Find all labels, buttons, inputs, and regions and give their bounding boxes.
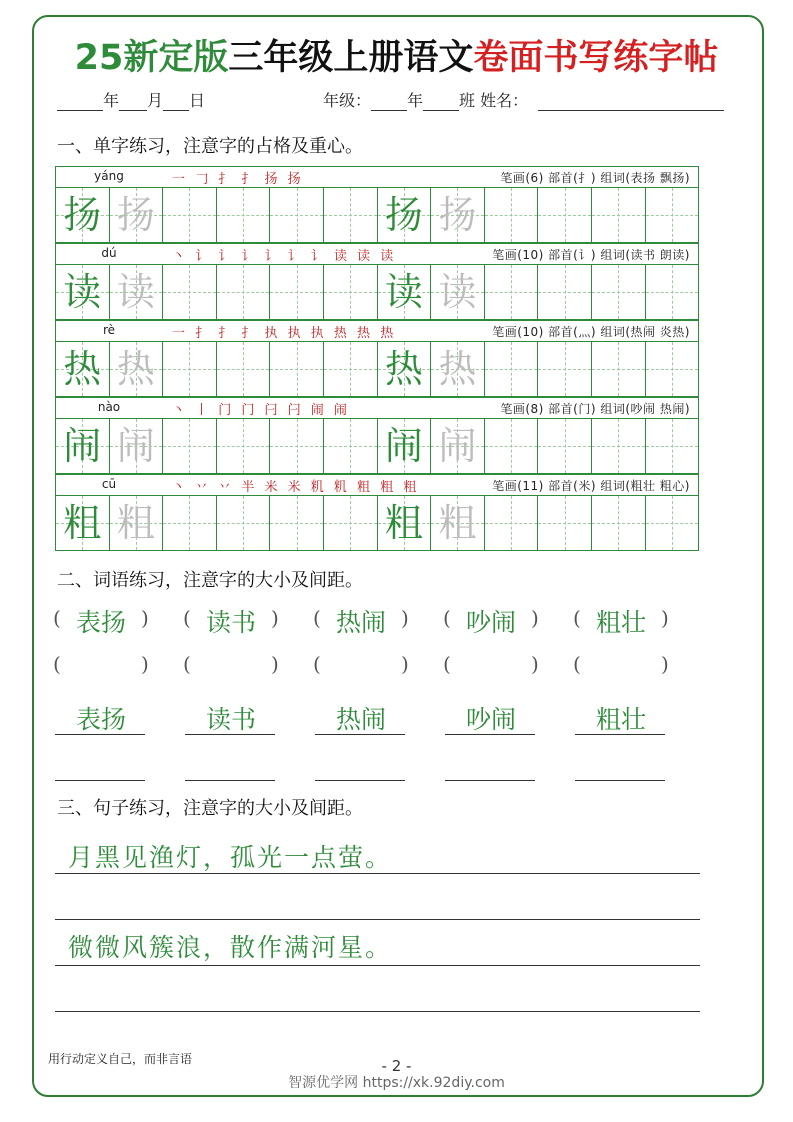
grade-year-label: 年 [407,91,424,110]
tian-grid-cell[interactable] [163,342,217,397]
tian-grid-cell[interactable] [217,496,271,551]
watermark: 智源优学网 https://xk.92diy.com [288,1075,505,1091]
title-part1: 25新定版 [74,38,229,78]
paren-right: ) [531,606,539,630]
write-line[interactable] [445,780,535,781]
pinyin: dú [101,246,117,260]
tian-grid-cell[interactable] [646,419,700,474]
student-fields [323,88,724,111]
tian-grid-cell[interactable] [592,342,646,397]
date-fields [57,88,205,111]
stroke-order: 一 扌 扌 扌 执 执 执 热 热 热 [172,326,397,341]
tian-grid-cell[interactable] [431,188,485,243]
blank-paren-left: ( [443,652,451,676]
trace-char: 读 [116,270,155,314]
char-header-row [55,320,699,342]
tian-grid-cell[interactable] [431,419,485,474]
paren-left: ( [313,606,321,630]
tian-grid-cell[interactable] [592,496,646,551]
tian-grid-cell[interactable] [378,419,432,474]
trace-char: 粗 [116,501,155,545]
paren-right: ) [271,606,279,630]
model-char: 热 [63,347,102,391]
write-line[interactable] [575,780,665,781]
tian-grid-cell[interactable] [217,188,271,243]
trace-char: 粗 [438,501,477,545]
paren-left: ( [443,606,451,630]
tian-grid-cell[interactable] [646,188,700,243]
tian-grid-cell[interactable] [110,342,164,397]
tian-grid-cell[interactable] [324,188,378,243]
tian-grid-cell[interactable] [324,265,378,320]
model-char: 扬 [384,193,423,237]
tian-grid-cell[interactable] [431,265,485,320]
char-practice-row [55,188,699,243]
month-blank[interactable] [119,94,147,111]
tian-grid-cell[interactable] [270,342,324,397]
tian-grid-cell[interactable] [56,419,110,474]
stroke-order: 丶 丷 丷 半 米 米 籶 籶 粗 粗 粗 [172,480,420,495]
pinyin: yáng [94,169,124,183]
paren-right: ) [401,606,409,630]
char-meta: 笔画(6) 部首(扌) 组词(表扬 飘扬) [500,171,690,185]
paren-left: ( [573,606,581,630]
tian-grid-cell[interactable] [378,265,432,320]
trace-char: 闹 [116,424,155,468]
pinyin: cū [101,477,117,491]
tian-grid-cell[interactable] [592,188,646,243]
write-line[interactable] [185,780,275,781]
pinyin: rè [102,323,116,337]
grade-blank[interactable] [371,94,407,111]
tian-grid-cell[interactable] [592,419,646,474]
page-title [0,30,793,80]
word-model: 表扬 [75,608,126,637]
model-char: 闹 [384,424,423,468]
year-blank[interactable] [57,94,103,111]
tian-grid-cell[interactable] [378,188,432,243]
tian-grid-cell[interactable] [485,265,539,320]
footer-quote: 用行动定义自己，而非言语 [48,1052,193,1066]
word-copy: 表扬 [75,705,126,734]
pinyin: nào [97,400,121,414]
char-meta: 笔画(10) 部首(灬) 组词(热闹 炎热) [492,325,690,339]
tian-grid-cell[interactable] [110,188,164,243]
tian-grid-cell[interactable] [485,496,539,551]
tian-grid-cell[interactable] [485,188,539,243]
blank-paren-left: ( [53,652,61,676]
tian-grid-cell[interactable] [378,342,432,397]
tian-grid-cell[interactable] [217,419,271,474]
grade-label: 年级： [323,91,372,110]
write-line[interactable] [185,734,275,735]
char-practice-row [55,342,699,397]
trace-char: 扬 [438,193,477,237]
word-copy: 粗壮 [595,705,646,734]
tian-grid-cell[interactable] [646,342,700,397]
blank-paren-right: ) [531,652,539,676]
tian-grid-cell[interactable] [270,496,324,551]
word-copy: 热闹 [335,705,386,734]
paren-right: ) [661,606,669,630]
word-model: 粗壮 [595,608,646,637]
char-practice-row [55,265,699,320]
page-number: - 2 - [381,1057,412,1075]
title-part3: 卷面书写练字帖 [473,38,719,78]
tian-grid-cell[interactable] [270,188,324,243]
tian-grid-cell[interactable] [538,342,592,397]
section1-heading: 一、单字练习，注意字的占格及重心。 [57,136,363,157]
sentence-line[interactable] [55,919,700,920]
class-blank[interactable] [423,94,459,111]
word-model: 吵闹 [465,608,516,637]
tian-grid-cell[interactable] [538,496,592,551]
char-meta: 笔画(8) 部首(门) 组词(吵闹 热闹) [500,402,690,416]
word-copy: 读书 [205,705,256,734]
write-line[interactable] [575,734,665,735]
write-line[interactable] [55,780,145,781]
paren-left: ( [183,606,191,630]
model-char: 闹 [63,424,102,468]
tian-grid-cell[interactable] [163,496,217,551]
stroke-order: 丶 讠 讠 讠 讠 讠 讠 读 读 读 [172,249,397,264]
sentence-line[interactable] [55,1011,700,1012]
tian-grid-cell[interactable] [538,265,592,320]
model-char: 粗 [384,501,423,545]
tian-grid-cell[interactable] [163,188,217,243]
char-practice-row [55,496,699,551]
write-line[interactable] [55,734,145,735]
tian-grid-cell[interactable] [56,265,110,320]
blank-paren-right: ) [271,652,279,676]
tian-grid-cell[interactable] [646,265,700,320]
tian-grid-cell[interactable] [270,419,324,474]
stroke-order: 丶 丨 门 门 闩 闩 闹 闹 [172,403,350,418]
tian-grid-cell[interactable] [163,265,217,320]
char-header-row [55,474,699,496]
tian-grid-cell[interactable] [324,342,378,397]
word-model: 热闹 [335,608,386,637]
tian-grid-cell[interactable] [378,496,432,551]
section2-heading: 二、词语练习，注意字的大小及间距。 [57,570,363,591]
tian-grid-cell[interactable] [163,419,217,474]
day-label: 日 [189,91,206,110]
model-char: 读 [63,270,102,314]
blank-paren-left: ( [183,652,191,676]
blank-paren-right: ) [141,652,149,676]
char-practice-grid [55,166,699,551]
char-meta: 笔画(10) 部首(讠) 组词(读书 朗读) [492,248,690,262]
tian-grid-cell[interactable] [485,419,539,474]
sentence-1: 月黑见渔灯，孤光一点萤。 [68,843,393,872]
class-label: 班 [459,91,476,110]
tian-grid-cell[interactable] [431,342,485,397]
model-char: 热 [384,347,423,391]
tian-grid-cell[interactable] [110,265,164,320]
blank-paren-left: ( [313,652,321,676]
model-char: 粗 [63,501,102,545]
tian-grid-cell[interactable] [56,496,110,551]
write-line[interactable] [315,780,405,781]
section3-heading: 三、句子练习，注意字的大小及间距。 [57,798,363,819]
tian-grid-cell[interactable] [217,265,271,320]
write-line[interactable] [315,734,405,735]
char-header-row [55,397,699,419]
tian-grid-cell[interactable] [431,496,485,551]
trace-char: 闹 [438,424,477,468]
tian-grid-cell[interactable] [324,419,378,474]
title-part2: 三年级上册语文 [228,38,474,78]
name-label: 姓名： [480,91,529,110]
tian-grid-cell[interactable] [56,188,110,243]
tian-grid-cell[interactable] [56,342,110,397]
day-blank[interactable] [163,94,189,111]
char-header-row [55,166,699,188]
write-line[interactable] [445,734,535,735]
tian-grid-cell[interactable] [538,419,592,474]
blank-paren-right: ) [401,652,409,676]
model-char: 扬 [63,193,102,237]
blank-paren-right: ) [661,652,669,676]
name-blank[interactable] [538,94,724,111]
tian-grid-cell[interactable] [592,265,646,320]
paren-right: ) [141,606,149,630]
month-label: 月 [147,91,164,110]
trace-char: 热 [438,347,477,391]
trace-char: 热 [116,347,155,391]
trace-char: 扬 [116,193,155,237]
tian-grid-cell[interactable] [538,188,592,243]
word-copy: 吵闹 [465,705,516,734]
tian-grid-cell[interactable] [646,496,700,551]
trace-char: 读 [438,270,477,314]
tian-grid-cell[interactable] [217,342,271,397]
stroke-order: 一 𠃌 扌 扌 扬 扬 [172,172,304,187]
char-meta: 笔画(11) 部首(米) 组词(粗壮 粗心) [492,479,690,493]
year-label: 年 [103,91,120,110]
sentence-2: 微微风簇浪，散作满河星。 [68,933,393,962]
tian-grid-cell[interactable] [270,265,324,320]
char-practice-row [55,419,699,474]
model-char: 读 [384,270,423,314]
paren-left: ( [53,606,61,630]
tian-grid-cell[interactable] [485,342,539,397]
tian-grid-cell[interactable] [110,419,164,474]
tian-grid-cell[interactable] [110,496,164,551]
sentence-line[interactable] [55,873,700,874]
blank-paren-left: ( [573,652,581,676]
word-model: 读书 [205,608,256,637]
sentence-line[interactable] [55,965,700,966]
char-header-row [55,243,699,265]
tian-grid-cell[interactable] [324,496,378,551]
